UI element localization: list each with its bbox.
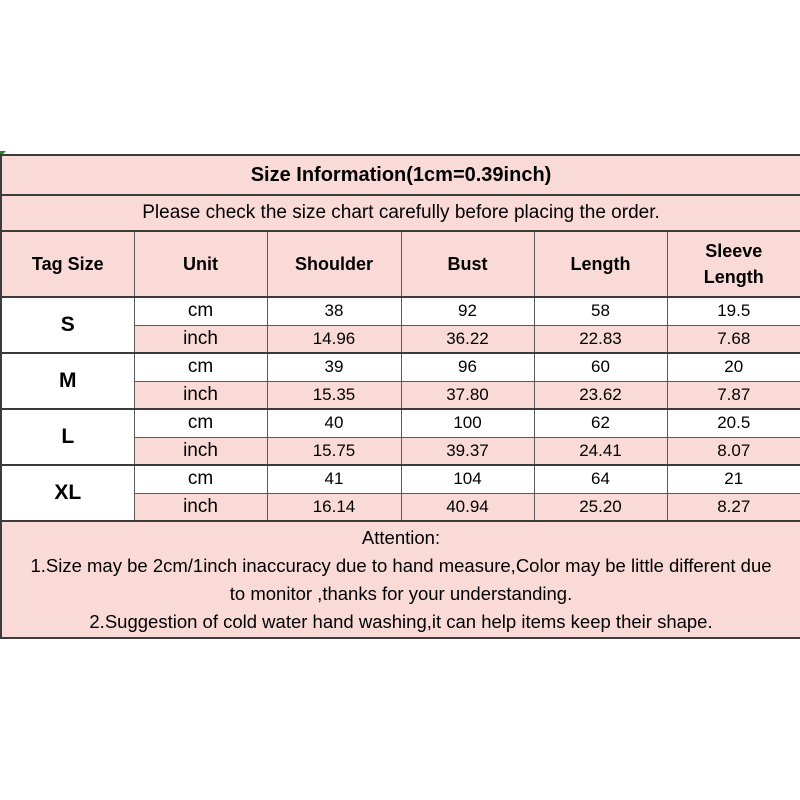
attention-row	[1, 521, 800, 638]
value-cell-length: 58	[534, 297, 667, 325]
header-shoulder: Shoulder	[267, 231, 401, 297]
value-cell-bust: 96	[401, 353, 534, 381]
value-cell-length: 24.41	[534, 437, 667, 465]
attention-line-2: to monitor ,thanks for your understanding.	[229, 582, 573, 604]
unit-label-inch: inch	[134, 493, 267, 521]
value-cell-shoulder: 38	[267, 297, 401, 325]
value-cell-bust: 104	[401, 465, 534, 493]
header-row	[1, 231, 800, 297]
value-cell-bust: 40.94	[401, 493, 534, 521]
value-cell-length: 60	[534, 353, 667, 381]
unit-label-cm: cm	[134, 353, 267, 381]
attention-heading: Attention:	[361, 526, 441, 548]
tag-size-l: L	[1, 409, 134, 465]
value-cell-sleeve: 20.5	[667, 409, 800, 437]
tag-size-xl: XL	[1, 465, 134, 521]
attention-line-1: 1.Size may be 2cm/1inch inaccuracy due to hand measure,Color may be little different due	[30, 554, 772, 576]
value-cell-length: 64	[534, 465, 667, 493]
table-row-s-cm	[1, 297, 800, 325]
value-cell-shoulder: 15.35	[267, 381, 401, 409]
value-cell-bust: 39.37	[401, 437, 534, 465]
value-cell-sleeve: 7.87	[667, 381, 800, 409]
title-row	[1, 155, 800, 195]
value-cell-length: 23.62	[534, 381, 667, 409]
value-cell-sleeve: 20	[667, 353, 800, 381]
value-cell-sleeve: 19.5	[667, 297, 800, 325]
value-cell-length: 62	[534, 409, 667, 437]
chart-subtitle: Please check the size chart carefully before placing the order.	[1, 195, 800, 231]
tag-size-m: M	[1, 353, 134, 409]
header-unit: Unit	[134, 231, 267, 297]
unit-label-inch: inch	[134, 381, 267, 409]
value-cell-bust: 100	[401, 409, 534, 437]
header-sleeve-length	[667, 231, 800, 297]
value-cell-shoulder: 39	[267, 353, 401, 381]
unit-label-inch: inch	[134, 325, 267, 353]
header-bust: Bust	[401, 231, 534, 297]
header-tag-size: Tag Size	[1, 231, 134, 297]
value-cell-bust: 92	[401, 297, 534, 325]
chart-title: Size Information(1cm=0.39inch)	[1, 155, 800, 195]
header-length: Length	[534, 231, 667, 297]
size-chart-table	[0, 154, 800, 639]
value-cell-shoulder: 40	[267, 409, 401, 437]
tag-size-s: S	[1, 297, 134, 353]
value-cell-sleeve: 21	[667, 465, 800, 493]
value-cell-bust: 37.80	[401, 381, 534, 409]
value-cell-shoulder: 41	[267, 465, 401, 493]
value-cell-shoulder: 16.14	[267, 493, 401, 521]
unit-label-cm: cm	[134, 409, 267, 437]
table-row-xl-cm	[1, 465, 800, 493]
value-cell-sleeve: 8.27	[667, 493, 800, 521]
header-sleeve-length-label: Sleeve Length	[703, 240, 764, 287]
unit-label-cm: cm	[134, 297, 267, 325]
table-row-m-cm	[1, 353, 800, 381]
value-cell-length: 25.20	[534, 493, 667, 521]
value-cell-shoulder: 15.75	[267, 437, 401, 465]
value-cell-sleeve: 7.68	[667, 325, 800, 353]
value-cell-bust: 36.22	[401, 325, 534, 353]
subtitle-row	[1, 195, 800, 231]
attention-note	[1, 521, 800, 638]
value-cell-length: 22.83	[534, 325, 667, 353]
attention-line-3: 2.Suggestion of cold water hand washing,it can help items keep their shape.	[89, 610, 713, 632]
value-cell-sleeve: 8.07	[667, 437, 800, 465]
unit-label-inch: inch	[134, 437, 267, 465]
table-row-l-cm	[1, 409, 800, 437]
value-cell-shoulder: 14.96	[267, 325, 401, 353]
unit-label-cm: cm	[134, 465, 267, 493]
